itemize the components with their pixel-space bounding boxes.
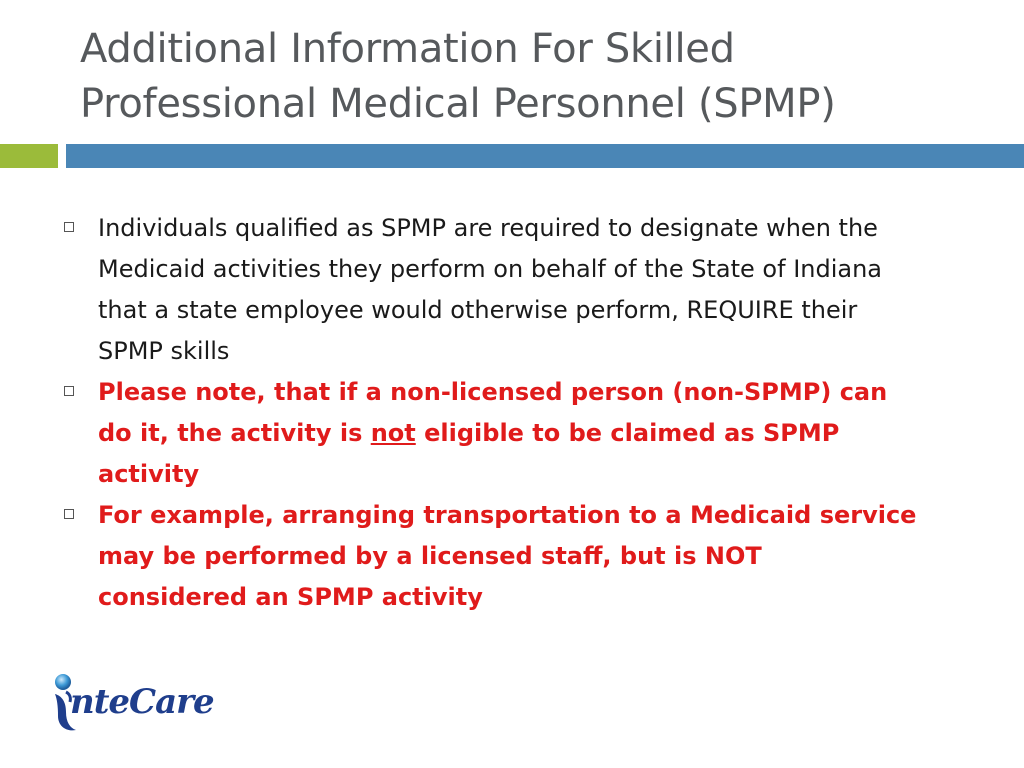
bullet-text-1: Individuals qualified as SPMP are required to designate when the Medicaid activities they perform on behalf of the State of Indiana that a state employee would otherwise perform, REQUIRE their SPMP skills <box>98 214 883 365</box>
slide-title <box>80 22 980 132</box>
intecare-logo <box>52 672 212 734</box>
logo-text: nteCare <box>70 682 214 722</box>
square-bullet-icon <box>64 386 74 396</box>
bullet-list <box>58 208 918 618</box>
accent-bar-green <box>0 144 58 168</box>
bullet-text-3: For example, arranging transportation to a Medicaid service may be performed by a licensed staff, but is NOT considered an SPMP activity <box>98 501 917 611</box>
slide-title-line-1: Additional Information For Skilled <box>80 26 735 72</box>
bullet-item-1 <box>58 208 918 372</box>
bullet-item-3 <box>58 495 918 618</box>
bullet-text-2-underlined: not <box>370 419 416 447</box>
bullet-item-2 <box>58 372 918 495</box>
bullet-text-2-before: Please note, that if a non-licensed person (non-SPMP) can do it, the activity is <box>98 378 888 447</box>
slide-title-line-2: Professional Medical Personnel (SPMP) <box>80 81 836 127</box>
square-bullet-icon <box>64 222 74 232</box>
bullet-text-2-after: eligible to be claimed as SPMP activity <box>98 419 840 488</box>
accent-bar-blue <box>66 144 1024 168</box>
square-bullet-icon <box>64 509 74 519</box>
